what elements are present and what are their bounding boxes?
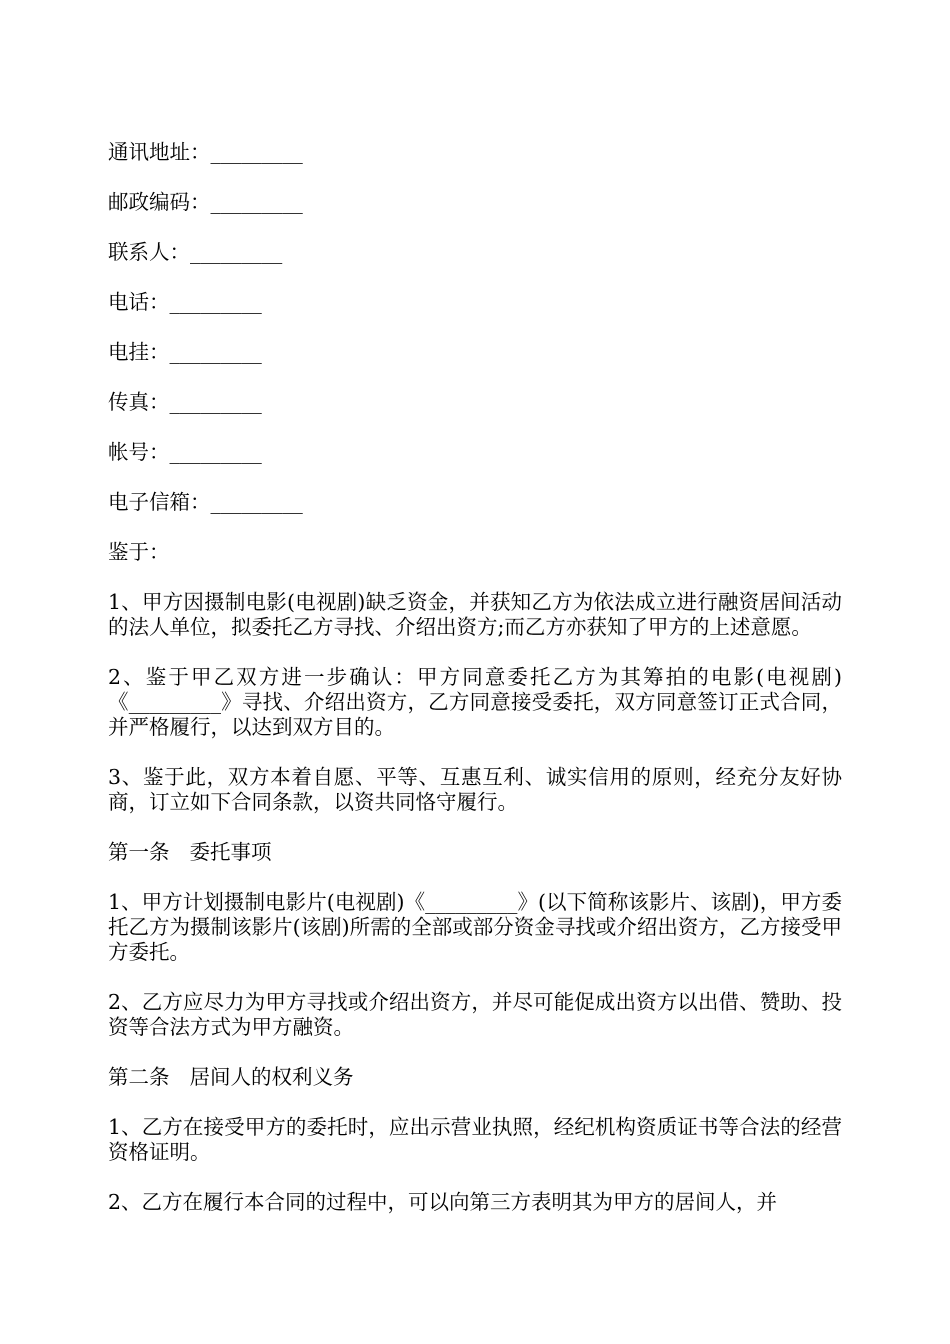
field-contact: 联系人：_________	[108, 240, 283, 264]
field-email: 电子信箱：_________	[108, 490, 303, 514]
field-postcode: 邮政编码：_________	[108, 190, 303, 214]
field-phone: 电话：_________	[108, 290, 262, 314]
article-1-item-1: 1、甲方计划摄制电影片(电视剧)《_________》(以下简称该影片、该剧)，甲方委托乙方为摄制该影片(该剧)所需的全部或部分资金寻找或介绍出资方，乙方接受甲方委托。	[108, 890, 842, 964]
article-2-item-1: 1、乙方在接受甲方的委托时，应出示营业执照，经纪机构资质证书等合法的经营资格证明。	[108, 1115, 842, 1164]
field-telegraph: 电挂：_________	[108, 340, 262, 364]
article-1-title: 委托事项	[189, 840, 272, 864]
article-2-title: 居间人的权利义务	[189, 1065, 354, 1089]
article-2-item-2: 2、乙方在履行本合同的过程中，可以向第三方表明其为甲方的居间人，并	[108, 1190, 778, 1214]
article-1-item-2: 2、乙方应尽力为甲方寻找或介绍出资方，并尽可能促成出资方以出借、赞助、投资等合法方式为甲方融资。	[108, 990, 842, 1039]
field-address: 通讯地址：_________	[108, 140, 303, 164]
article-1-number: 第一条	[108, 840, 170, 864]
article-2-number: 第二条	[108, 1065, 170, 1089]
whereas-item-3: 3、鉴于此，双方本着自愿、平等、互惠互利、诚实信用的原则，经充分友好协商，订立如下合同条款，以资共同恪守履行。	[108, 765, 842, 814]
article-2-heading	[108, 1065, 842, 1090]
contract-page	[108, 140, 842, 1240]
whereas-item-1: 1、甲方因摄制电影(电视剧)缺乏资金，并获知乙方为依法成立进行融资居间活动的法人单位，拟委托乙方寻找、介绍出资方;而乙方亦获知了甲方的上述意愿。	[108, 590, 842, 639]
whereas-heading: 鉴于：	[108, 540, 170, 564]
whereas-item-2: 2、鉴于甲乙双方进一步确认：甲方同意委托乙方为其筹拍的电影(电视剧)《_________》寻找、介绍出资方，乙方同意接受委托，双方同意签订正式合同，并严格履行，以达到双方目的。	[108, 665, 842, 739]
article-1-heading	[108, 840, 842, 865]
field-account: 帐号：_________	[108, 440, 262, 464]
field-fax: 传真：_________	[108, 390, 262, 414]
